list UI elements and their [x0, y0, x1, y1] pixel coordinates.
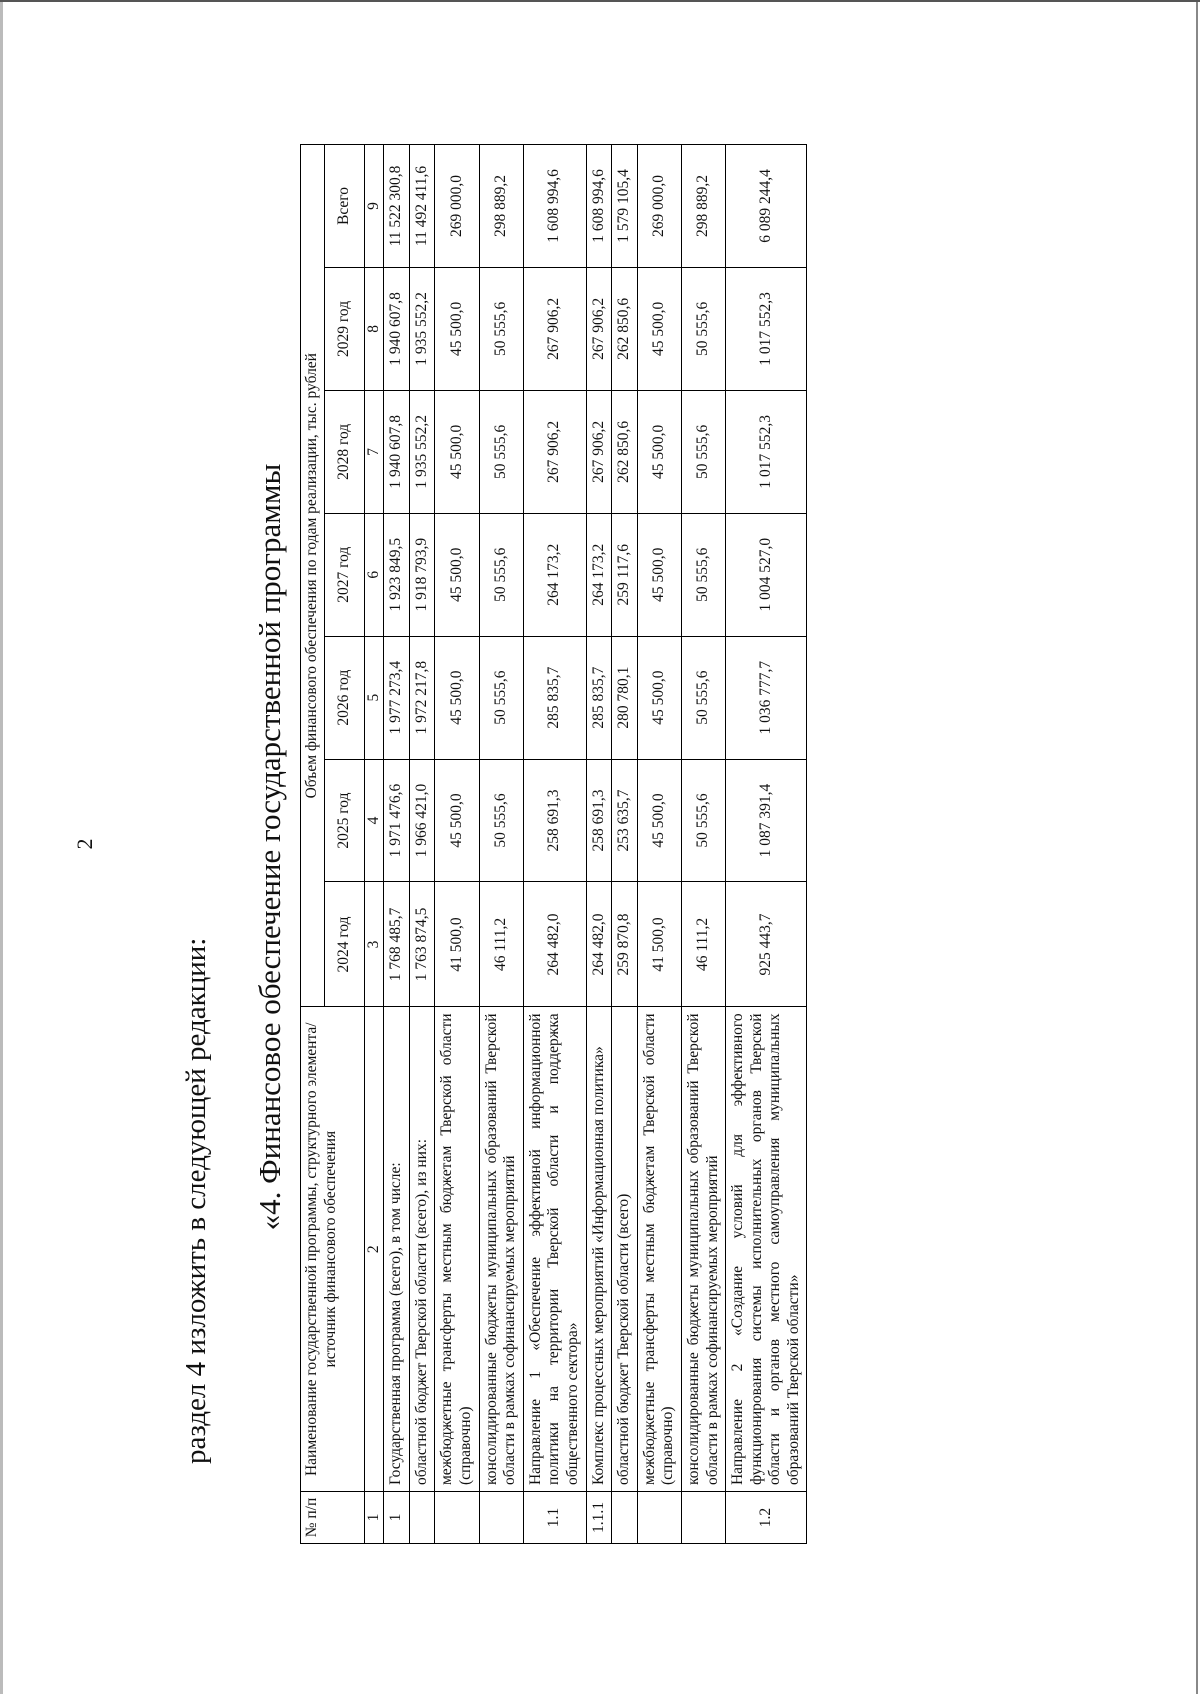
row-value: 267 906,2 — [523, 267, 586, 390]
row-value: 259 870,8 — [612, 882, 638, 1007]
row-value: 262 850,6 — [612, 390, 638, 513]
row-value: 50 555,6 — [681, 513, 725, 636]
row-value: 50 555,6 — [479, 390, 523, 513]
column-number: 8 — [364, 267, 384, 390]
row-name: консолидированные бюджеты муниципальных образований Тверской области в рамках софинансируемых мероприятий — [681, 1007, 725, 1492]
row-value: 1 004 527,0 — [726, 513, 807, 636]
row-number: 1 — [384, 1492, 410, 1544]
row-number: 1.2 — [726, 1492, 807, 1544]
header-year: 2024 год — [324, 882, 364, 1007]
row-value: 1 966 421,0 — [409, 759, 435, 882]
column-number: 2 — [364, 1007, 384, 1492]
row-value: 6 089 244,4 — [726, 145, 807, 268]
row-value: 1 971 476,6 — [384, 759, 410, 882]
row-value: 45 500,0 — [435, 636, 479, 759]
row-value: 269 000,0 — [435, 145, 479, 268]
section-title: «4. Финансовое обеспечение государственной программы — [252, 463, 287, 1231]
header-year: 2029 год — [324, 267, 364, 390]
row-value: 1 940 607,8 — [384, 390, 410, 513]
header-year: 2026 год — [324, 636, 364, 759]
header-group: Объем финансового обеспечения по годам реализации, тыс. рублей — [301, 145, 325, 1007]
row-value: 1 579 105,4 — [612, 145, 638, 268]
row-value: 50 555,6 — [681, 267, 725, 390]
row-name: Комплекс процессных мероприятий «Информационная политика» — [586, 1007, 612, 1492]
row-name: областной бюджет Тверской области (всего), из них: — [409, 1007, 435, 1492]
row-value: 258 691,3 — [523, 759, 586, 882]
table-row — [586, 145, 612, 1544]
header-row-1 — [301, 145, 325, 1544]
row-value: 1 087 391,4 — [726, 759, 807, 882]
row-value: 45 500,0 — [637, 390, 681, 513]
table-row — [435, 145, 479, 1544]
row-value: 50 555,6 — [681, 759, 725, 882]
table-row — [384, 145, 410, 1544]
row-value: 925 443,7 — [726, 882, 807, 1007]
row-value: 50 555,6 — [479, 513, 523, 636]
row-value: 46 111,2 — [681, 882, 725, 1007]
table-row — [612, 145, 638, 1544]
row-value: 45 500,0 — [637, 759, 681, 882]
row-value: 11 492 411,6 — [409, 145, 435, 268]
row-value: 280 780,1 — [612, 636, 638, 759]
row-value: 50 555,6 — [479, 636, 523, 759]
row-value: 45 500,0 — [637, 267, 681, 390]
row-value: 267 906,2 — [586, 390, 612, 513]
column-number: 5 — [364, 636, 384, 759]
column-number: 6 — [364, 513, 384, 636]
row-number — [435, 1492, 479, 1544]
row-number — [479, 1492, 523, 1544]
table-row — [479, 145, 523, 1544]
row-value: 1 017 552,3 — [726, 267, 807, 390]
table-row — [409, 145, 435, 1544]
row-value: 45 500,0 — [435, 513, 479, 636]
table-row — [681, 145, 725, 1544]
row-value: 1 608 994,6 — [523, 145, 586, 268]
row-value: 267 906,2 — [586, 267, 612, 390]
row-value: 264 173,2 — [523, 513, 586, 636]
row-value: 1 935 552,2 — [409, 390, 435, 513]
row-value: 1 940 607,8 — [384, 267, 410, 390]
row-value: 1 977 273,4 — [384, 636, 410, 759]
row-value: 1 017 552,3 — [726, 390, 807, 513]
row-value: 269 000,0 — [637, 145, 681, 268]
row-name: межбюджетные трансферты местным бюджетам Тверской области (справочно) — [637, 1007, 681, 1492]
table-row — [523, 145, 586, 1544]
row-value: 1 763 874,5 — [409, 882, 435, 1007]
row-value: 45 500,0 — [435, 759, 479, 882]
row-value: 1 935 552,2 — [409, 267, 435, 390]
row-value: 50 555,6 — [479, 759, 523, 882]
row-value: 264 482,0 — [586, 882, 612, 1007]
header-year: 2028 год — [324, 390, 364, 513]
row-value: 285 835,7 — [523, 636, 586, 759]
row-value: 11 522 300,8 — [384, 145, 410, 268]
column-number: 1 — [364, 1492, 384, 1544]
header-year: 2027 год — [324, 513, 364, 636]
row-value: 259 117,6 — [612, 513, 638, 636]
row-value: 285 835,7 — [586, 636, 612, 759]
row-name: консолидированные бюджеты муниципальных образований Тверской области в рамках софинансируемых мероприятий — [479, 1007, 523, 1492]
column-number: 3 — [364, 882, 384, 1007]
page-number: 2 — [72, 838, 97, 850]
row-value: 46 111,2 — [479, 882, 523, 1007]
row-value: 1 608 994,6 — [586, 145, 612, 268]
row-value: 50 555,6 — [479, 267, 523, 390]
row-number — [637, 1492, 681, 1544]
row-value: 50 555,6 — [681, 390, 725, 513]
row-value: 1 918 793,9 — [409, 513, 435, 636]
row-value: 45 500,0 — [637, 636, 681, 759]
column-number: 4 — [364, 759, 384, 882]
header-total: Всего — [324, 145, 364, 268]
row-number — [409, 1492, 435, 1544]
column-number: 9 — [364, 145, 384, 268]
row-value: 1 923 849,5 — [384, 513, 410, 636]
header-num: № п/п — [301, 1492, 365, 1544]
row-name: Направление 2 «Создание условий для эффективного функционирования системы исполнительных органов Тверской области и органов местного самоуправления муниципальных образований Тверской области» — [726, 1007, 807, 1492]
row-number: 1.1.1 — [586, 1492, 612, 1544]
row-value: 45 500,0 — [435, 267, 479, 390]
header-year: 2025 год — [324, 759, 364, 882]
table-row — [637, 145, 681, 1544]
row-name: Государственная программа (всего), в том числе: — [384, 1007, 410, 1492]
row-number — [612, 1492, 638, 1544]
row-value: 1 768 485,7 — [384, 882, 410, 1007]
row-value: 1 036 777,7 — [726, 636, 807, 759]
column-number: 7 — [364, 390, 384, 513]
row-value: 45 500,0 — [435, 390, 479, 513]
column-number-row — [364, 145, 384, 1544]
row-name: Направление 1 «Обеспечение эффективной информационной политики на территории Тверской области и поддержка общественного сектора» — [523, 1007, 586, 1492]
row-value: 1 972 217,8 — [409, 636, 435, 759]
row-value: 298 889,2 — [479, 145, 523, 268]
row-value: 50 555,6 — [681, 636, 725, 759]
row-value: 262 850,6 — [612, 267, 638, 390]
header-name: Наименование государственной программы, структурного элемента/источник финансового обеспечения — [301, 1007, 365, 1492]
row-value: 264 482,0 — [523, 882, 586, 1007]
row-value: 45 500,0 — [637, 513, 681, 636]
table-row — [726, 145, 807, 1544]
row-value: 41 500,0 — [637, 882, 681, 1007]
row-value: 264 173,2 — [586, 513, 612, 636]
row-value: 298 889,2 — [681, 145, 725, 268]
intro-text: раздел 4 изложить в следующей редакции: — [180, 937, 212, 1464]
row-number — [681, 1492, 725, 1544]
row-name: областной бюджет Тверской области (всего) — [612, 1007, 638, 1492]
row-value: 267 906,2 — [523, 390, 586, 513]
row-name: межбюджетные трансферты местным бюджетам Тверской области (справочно) — [435, 1007, 479, 1492]
row-value: 258 691,3 — [586, 759, 612, 882]
row-number: 1.1 — [523, 1492, 586, 1544]
row-value: 253 635,7 — [612, 759, 638, 882]
financing-table — [300, 144, 807, 1544]
row-value: 41 500,0 — [435, 882, 479, 1007]
